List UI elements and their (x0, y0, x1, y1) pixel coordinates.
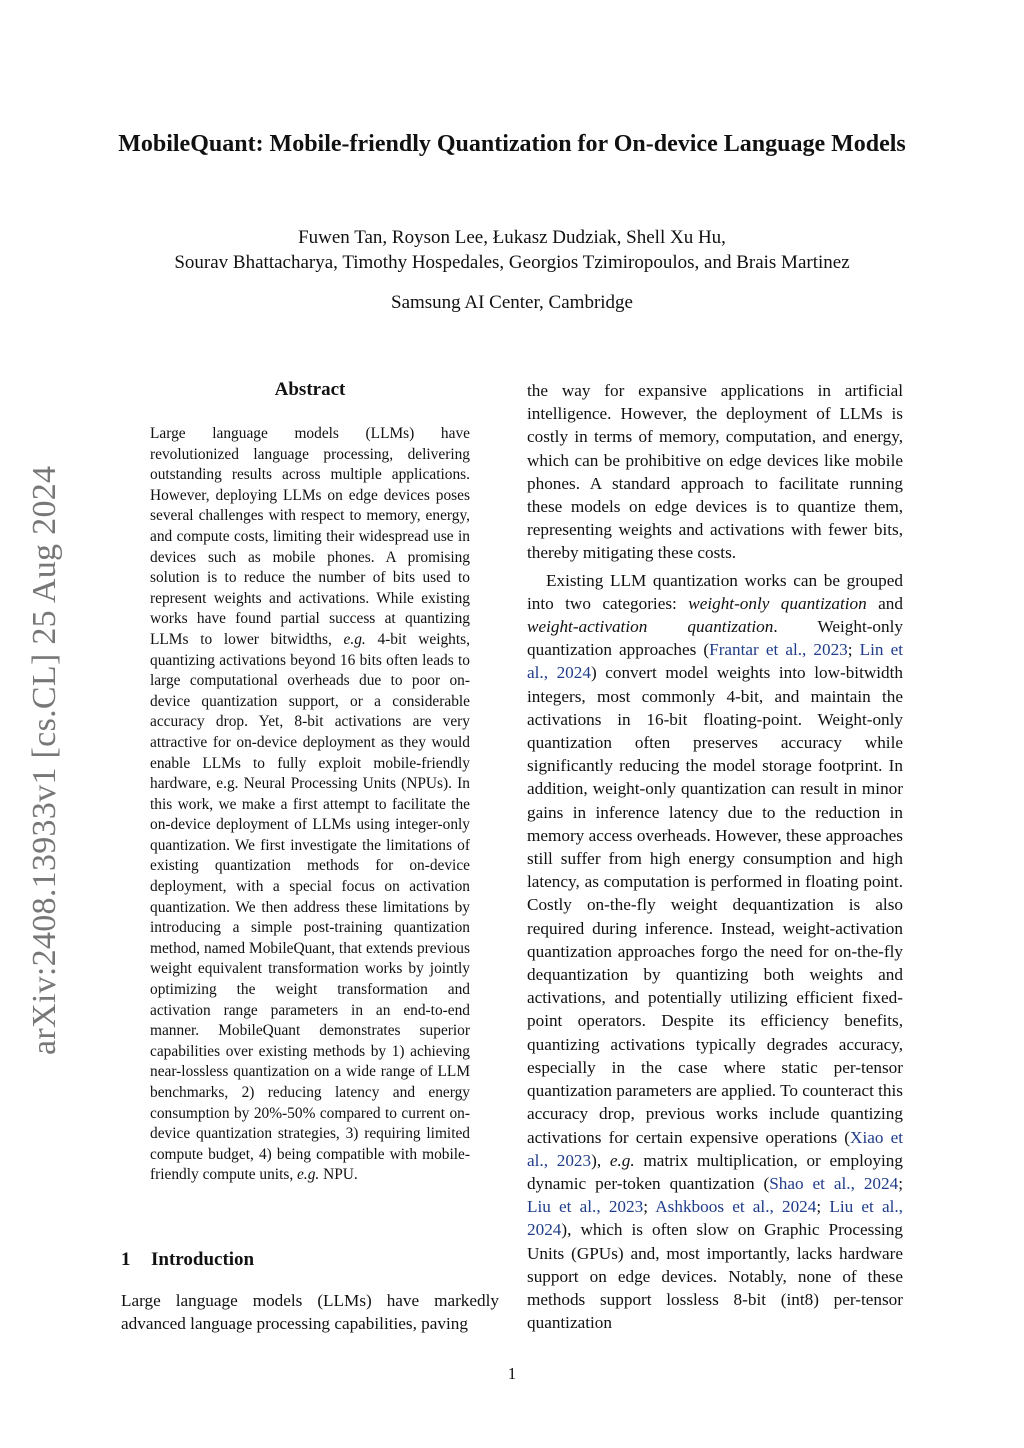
author-line-1: Fuwen Tan, Royson Lee, Łukasz Dudziak, Shell Xu Hu, (298, 227, 726, 248)
abstract-text-part: 4-bit weights, quantizing activations beyond 16 bits often leads to large computational overheads due to poor on-device quantization support, or a considerable accuracy drop. Yet, 8-bit activations are very attractive for on-device deployment as they would enable LLMs to fully exploit mobile-friendly hardware, e.g. Neural Processing Units (NPUs). In this work, we make a first attempt to facilitate the on-device deployment of LLMs using integer-only quantization. We first investigate the limitations of existing quantization methods for on-device deployment, with a special focus on activation quantization. We then address these limitations by introducing a simple post-training quantization method, named MobileQuant, that extends previous weight equivalent transformation works by jointly optimizing the weight transformation and activation range parameters in an end-to-end manner. MobileQuant demonstrates superior capabilities over existing methods by 1) achieving near-lossless quantization on a wide range of LLM benchmarks, 2) reducing latency and energy consumption by 20%-50% compared to current on-device quantization strategies, 3) requiring limited compute budget, 4) being compatible with mobile-friendly compute units, (150, 630, 470, 1184)
intro-paragraph-2 (527, 569, 903, 1335)
citation-link[interactable]: Xiao et al., 2023 (527, 1127, 903, 1170)
affiliation: Samsung AI Center, Cambridge (391, 292, 633, 313)
citation-separator: ; (643, 1197, 656, 1217)
citation-link[interactable]: Ashkboos et al., 2024 (655, 1197, 817, 1217)
abstract-text-part: Large language models (LLMs) have revolutionized language processing, delivering outstanding results across multiple applications. However, deploying LLMs on edge devices poses several challenges with respect to memory, energy, and compute costs, limiting their widespread use in devices such as mobile phones. A promising solution is to reduce the number of bits used to represent weights and activations. While existing works have found partial success at quantizing LLMs to lower bitwidths, (150, 425, 470, 648)
paragraph-text: ) convert model weights into low-bitwidth integers, most commonly 4-bit, and maintain the activations in 16-bit floating-point. Weight-only quantization often preserves accuracy while significantly reducing the model storage footprint. In addition, weight-only quantization can result in minor gains in inference latency due to the reduction in memory access overheads. However, these approaches still suffer from high energy consumption and high latency, as computation is performed in floating point. Costly on-the-fly weight dequantization is also required during inference. Instead, weight-activation quantization approaches forgo the need for on-the-fly dequantization by quantizing both weights and activations, and potentially utilizing efficient fixed-point operators. Despite its efficiency benefits, quantizing activations typically degrades accuracy, especially in the case where static per-tensor quantization parameters are applied. To counteract this accuracy drop, previous works include quantizing activations for certain expensive operations ( (527, 663, 904, 1147)
paper-title: MobileQuant: Mobile-friendly Quantization for On-device Language Models (118, 131, 906, 157)
abstract-heading: Abstract (274, 379, 346, 400)
emphasis-term: weight-activation quantization (527, 617, 774, 637)
citation-separator: ; (847, 640, 860, 660)
citation-link[interactable]: Frantar et al., 2023 (709, 640, 848, 660)
right-column (527, 379, 903, 1334)
citation-separator: ; (816, 1197, 830, 1217)
paragraph-text: and (866, 593, 903, 613)
section-number: 1 (121, 1249, 131, 1270)
arxiv-identifier: arXiv:2408.13933v1 [cs.CL] 25 Aug 2024 (26, 465, 63, 1055)
citation-link[interactable]: Liu et al., 2024 (527, 1197, 903, 1240)
paragraph-text: ), (591, 1150, 610, 1170)
citation-link[interactable]: Lin et al., 2024 (527, 640, 903, 683)
section-heading-introduction (121, 1248, 254, 1272)
intro-paragraph-left: Large language models (LLMs) have markedly advanced language processing capabilities, paving (121, 1291, 499, 1334)
abstract-emphasis: e.g. (343, 630, 366, 648)
paragraph-text: matrix multiplication, or employing dynamic per-token quantization ( (527, 1150, 903, 1193)
citation-link[interactable]: Shao et al., 2024 (769, 1173, 899, 1193)
paragraph-text: . Weight-only quantization approaches ( (527, 617, 903, 660)
intro-paragraph-1: the way for expansive applications in artificial intelligence. However, the deployment of LLMs is costly in terms of memory, computation, and energy, which can be prohibitive on edge devices like mobile phones. A standard approach to facilitate running these models on edge devices is to quantize them, representing weights and activations with fewer bits, thereby mitigating these costs. (527, 381, 903, 563)
author-list (100, 225, 924, 275)
abstract-text-part: NPU. (319, 1166, 358, 1184)
emphasis-term: weight-only quantization (688, 593, 867, 613)
abstract-text (150, 424, 470, 1186)
section-title: Introduction (151, 1249, 255, 1270)
emphasis-term: e.g. (609, 1150, 635, 1170)
page-number: 1 (507, 1364, 517, 1383)
citation-separator: ; (898, 1173, 903, 1193)
author-line-2: Sourav Bhattacharya, Timothy Hospedales, Georgios Tzimiropoulos, and Brais Martinez (174, 252, 850, 273)
citation-link[interactable]: Liu et al., 2023 (527, 1197, 644, 1217)
paragraph-text: ), which is often slow on Graphic Processing Units (GPUs) and, most importantly, lacks hardware support on edge devices. Notably, none of these methods support lossless 8-bit (int8) per-tensor quantization (527, 1220, 903, 1333)
paragraph-text: Existing LLM quantization works can be grouped into two categories: (527, 570, 903, 613)
abstract-emphasis: e.g. (297, 1166, 320, 1184)
